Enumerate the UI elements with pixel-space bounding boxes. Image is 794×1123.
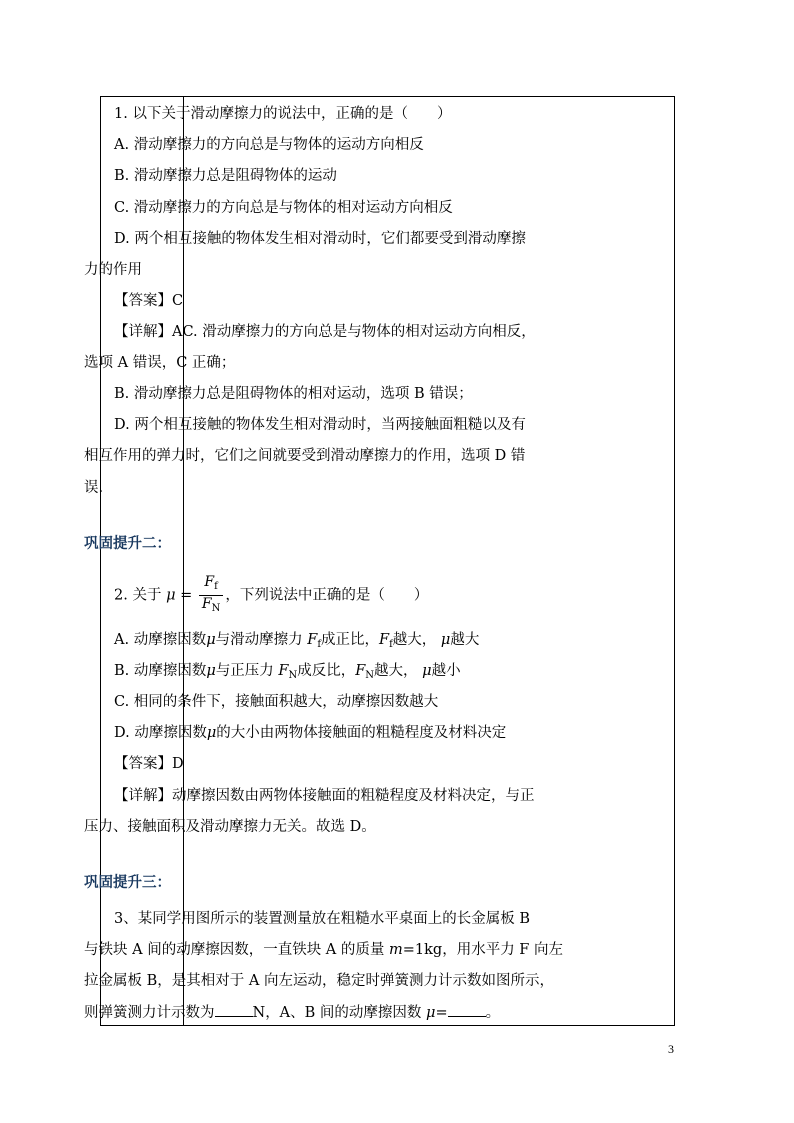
opt-text: B. 动摩擦因数 [114,663,207,679]
force-sub: N [365,670,375,681]
q2-stem-suffix: ，下列说法中正确的是（ ） [225,587,429,604]
detail-text: AC. 滑动摩擦力的方向总是与物体的相对运动方向相反， [172,324,536,340]
opt-text: D. 动摩擦因数 [114,725,207,741]
q3-text: 则弹簧测力计示数为 [84,1005,215,1021]
q2-answer [114,754,184,774]
q2-stem [114,574,428,617]
q3-text: N，A、B 间的动摩擦因数 [252,1005,427,1021]
q3-line-2 [84,940,563,960]
opt-text: 与正压力 [215,663,279,679]
equals-sign: = [435,1005,448,1021]
force-var: F [379,632,390,648]
q3-text: =1kg，用水平力 F 向左 [402,942,563,958]
detail-label: 【详解】 [114,324,172,340]
force-sub: f [317,639,322,650]
numerator-sub: f [214,581,218,592]
opt-text: 越大， [374,663,418,679]
opt-text: 的大小由两物体接触面的粗糙程度及材料决定 [216,725,507,741]
q2-stem-prefix: 2. 关于 [114,587,162,604]
q3-line-1: 3、某同学用图所示的装置测量放在粗糙水平桌面上的长金属板 B [114,911,530,927]
force-var: F [307,632,318,648]
opt-text: 与滑动摩擦力 [215,632,308,648]
q1-option-d: D. 两个相互接触的物体发生相对滑动时，它们都要受到滑动摩擦 [114,231,526,247]
q1-detail-5: 相互作用的弹力时，它们之间就要受到滑动摩擦力的作用，选项 D 错 [84,448,526,464]
q1-detail-4: D. 两个相互接触的物体发生相对滑动时，当两接触面粗糙以及有 [114,417,526,433]
answer-blank-2[interactable] [448,1002,486,1017]
q3-text: 。 [485,1005,501,1021]
force-sub: N [288,670,298,681]
answer-blank-1[interactable] [215,1002,253,1017]
opt-text: 越小 [431,663,461,679]
q2-option-a [114,630,479,655]
q2-detail-1 [114,786,535,806]
force-var: F [355,663,366,679]
section-title-2: 巩固提升二： [84,535,171,552]
opt-text: 越大 [450,632,480,648]
q3-line-3: 拉金属板 B，是其相对于 A 向左运动，稳定时弹簧测力计示数如图所示， [84,973,554,989]
opt-text: A. 动摩擦因数 [114,632,207,648]
opt-text: 成反比， [297,663,356,679]
section-title-3: 巩固提升三： [84,874,171,891]
detail-label: 【详解】 [114,788,172,804]
q1-option-d-cont: 力的作用 [84,262,142,278]
force-sub: f [389,639,393,650]
q2-option-c: C. 相同的条件下，接触面积越大，动摩擦因数越大 [114,694,439,710]
fraction-numerator [199,574,223,596]
detail-text: 动摩擦因数由两物体接触面的粗糙程度及材料决定，与正 [172,788,535,804]
mu-symbol: μ [422,663,432,679]
mu-symbol: μ [206,663,216,679]
denominator-sub: N [211,603,221,614]
q3-text: 与铁块 A 间的动摩擦因数，一直铁块 A 的质量 [84,942,389,958]
opt-text: 成正比， [321,632,380,648]
numerator-var: F [204,574,215,590]
q1-option-b: B. 滑动摩擦力总是阻碍物体的运动 [114,168,337,184]
force-var: F [278,663,289,679]
q2-option-b [114,661,461,686]
q3-line-4 [84,1002,500,1023]
mu-symbol: μ [206,632,216,648]
fraction-denominator [199,596,223,617]
q1-detail-2: 选项 A 错误，C 正确； [84,355,236,371]
q1-stem: 1. 以下关于滑动摩擦力的说法中，正确的是（ ） [114,106,452,122]
q1-option-c: C. 滑动摩擦力的方向总是与物体的相对运动方向相反 [114,200,453,216]
opt-text: 越大， [392,632,437,648]
fraction [199,574,223,617]
q2-option-d [114,723,506,743]
mu-symbol: μ [206,725,217,741]
mu-symbol: μ [166,587,176,604]
mu-symbol: μ [426,1005,436,1021]
answer-label: 【答案】 [114,293,172,309]
q2-detail-2: 压力、接触面积及滑动摩擦力无关。故选 D。 [84,819,376,835]
page-number: 3 [668,1042,674,1056]
denominator-var: F [201,596,212,612]
mu-symbol: μ [440,632,451,648]
answer-value: C [172,293,184,309]
q1-answer [114,291,183,311]
q1-detail-1 [114,322,536,342]
q1-option-a: A. 滑动摩擦力的方向总是与物体的运动方向相反 [114,137,424,153]
q1-detail-6: 误. [84,480,104,496]
q1-detail-3: B. 滑动摩擦力总是阻碍物体的相对运动，选项 B 错误； [114,386,473,402]
equals-sign: = [175,587,197,604]
answer-label: 【答案】 [114,756,172,772]
mass-var: m [389,942,403,958]
answer-value: D [172,756,184,772]
